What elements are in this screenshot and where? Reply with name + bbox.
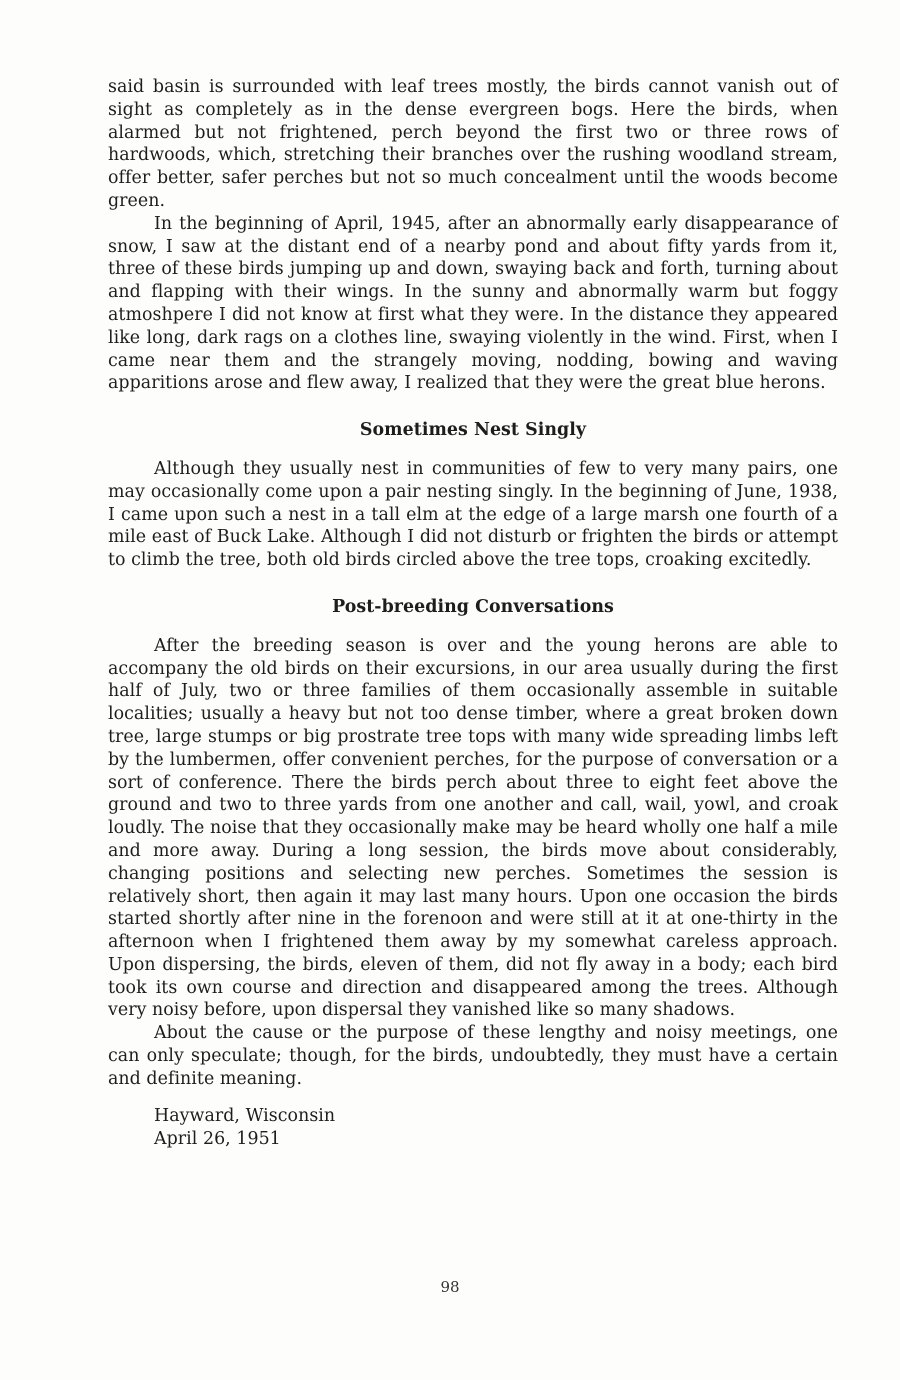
paragraph-nest-singly: Although they usually nest in communities of few to very many pairs, one may occasionally come upon a pair nesting singly. In the beginning of June, 1938, I came upon such a nest in a tall elm at the edge of a large marsh one fourth of a mile east of Buck Lake. Although I did not disturb or frighten the birds or attempt to climb the tree, both old birds circled above the tree tops, croaking excitedly. <box>108 458 838 571</box>
paragraph-speculation: About the cause or the purpose of these lengthy and noisy meetings, one can only speculate; though, for the birds, undoubtedly, they must have a certain and definite meaning. <box>108 1023 838 1089</box>
paragraph-april-1945: In the beginning of April, 1945, after an abnormally early disappearance of snow, I saw at the distant end of a nearby pond and about fifty yards from it, three of these birds jumping up and down, swaying back and forth, turning about and flapping with their wings. In the sunny and abnormally warm but foggy atmoshpere I did not know at first what they were. In the distance they appeared like long, dark rags on a clothes line, swaying violently in the wind. First, when I came near them and the strangely moving, nodding, bowing and waving apparitions arose and flew away, I realized that they were the great blue herons. <box>108 213 838 394</box>
section-heading-wrapper <box>108 419 838 442</box>
signoff-place: Hayward, Wisconsin <box>154 1105 336 1126</box>
section-heading-wrapper <box>108 596 838 619</box>
paragraph-continuation: said basin is surrounded with leaf trees mostly, the birds cannot vanish out of sight as completely as in the dense evergreen bogs. Here the birds, when alarmed but not frightened, perch beyond the first two or three rows of hardwoods, which, stretching their branches over the rushing woodland stream, offer better, safer perches but not so much concealment until the woods become green. <box>108 77 838 211</box>
section-heading-post-breeding: Post-breeding Conversations <box>332 596 614 617</box>
text-column <box>108 76 838 1151</box>
signoff-block <box>108 1105 838 1151</box>
signoff-date: April 26, 1951 <box>154 1128 281 1149</box>
section-heading-nest-singly: Sometimes Nest Singly <box>359 420 587 441</box>
paragraph-post-breeding: After the breeding season is over and the young herons are able to accompany the old birds on their excursions, in our area usually during the first half of July, two or three families of them occasionally assemble in suitable localities; usually a heavy but not too dense timber, where a great broken down tree, large stumps or big prostrate tree tops with many wide spreading limbs left by the lumbermen, offer convenient perches, for the purpose of conversation or a sort of conference. There the birds perch about three to eight feet above the ground and two to three yards from one another and call, wail, yowl, and croak loudly. The noise that they occasionally make may be heard wholly one half a mile and more away. During a long session, the birds move about considerably, changing positions and selecting new perches. Sometimes the session is relatively short, then again it may last many hours. Upon one occasion the birds started shortly after nine in the forenoon and were still at it at one-thirty in the afternoon when I frightened them away by my somewhat careless approach. Upon dispersing, the birds, eleven of them, did not fly away in a body; each bird took its own course and direction and disappeared among the trees. Although very noisy before, upon dispersal they vanished like so many shadows. <box>108 635 838 1021</box>
page-number: 98 <box>440 1278 460 1296</box>
